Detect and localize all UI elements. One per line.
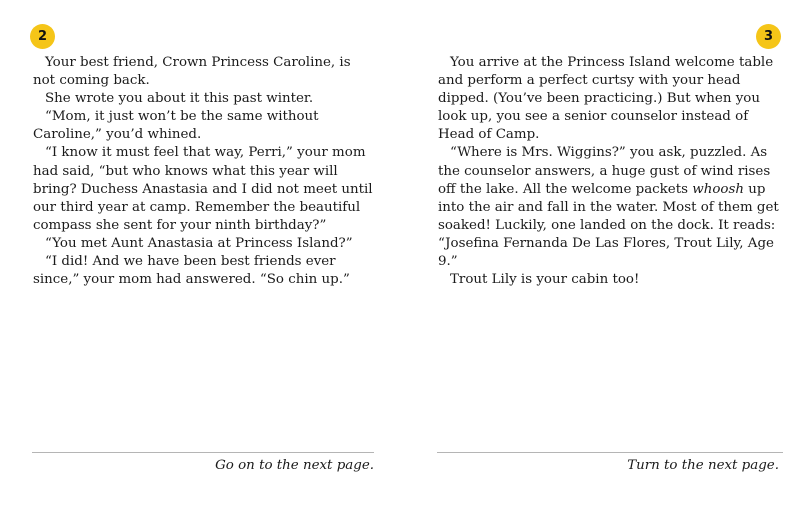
- go-on-note: Go on to the next page.: [215, 458, 374, 473]
- paragraph: You arrive at the Princess Island welcome table and perform a perfect curtsy with your head dipped. (You’ve been practicing.) But when you look up, you see a senior counselor instead of Head of Camp.: [438, 55, 774, 143]
- paragraph: [438, 144, 783, 271]
- left-page-body: [33, 54, 373, 289]
- footer-divider: [32, 452, 374, 453]
- paragraph: “You met Aunt Anastasia at Princess Island?”: [45, 235, 353, 251]
- paragraph: “I did! And we have been best friends ever since,” your mom had answered. “So chin up.”: [33, 254, 350, 288]
- turn-page-note: Turn to the next page.: [627, 458, 779, 473]
- paragraph: “Mom, it just won’t be the same without Caroline,” you’d whined.: [33, 109, 319, 143]
- page-number-badge: [756, 24, 781, 49]
- page-number: 3: [763, 29, 774, 44]
- paragraph-text: “Where is Mrs. Wiggins?” you ask, puzzled. As the counselor answers, a huge gust of wind rises off the lake. All the welcome packets: [438, 145, 771, 197]
- right-page: [405, 0, 810, 512]
- paragraph-text: up into the air and fall in the water. Most of them get soaked! Luckily, one landed on the dock. It reads: “Josefina Fernanda De Las Flores, Trout Lily, Age 9.”: [438, 181, 779, 270]
- paragraph: “I know it must feel that way, Perri,” your mom had said, “but who knows what this year will bring? Duchess Anastasia and I did not meet until our third year at camp. Remember the beautiful compass she sent for your ninth birthday?”: [33, 145, 373, 233]
- page-number: 2: [37, 29, 48, 44]
- paragraph: Your best friend, Crown Princess Caroline, is not coming back.: [33, 55, 351, 89]
- footer-divider: [437, 452, 783, 453]
- right-page-body: [438, 54, 783, 289]
- paragraph: She wrote you about it this past winter.: [45, 91, 314, 107]
- paragraph: Trout Lily is your cabin too!: [450, 272, 640, 288]
- page-number-badge: [30, 24, 55, 49]
- emphasis-text: whoosh: [692, 181, 744, 197]
